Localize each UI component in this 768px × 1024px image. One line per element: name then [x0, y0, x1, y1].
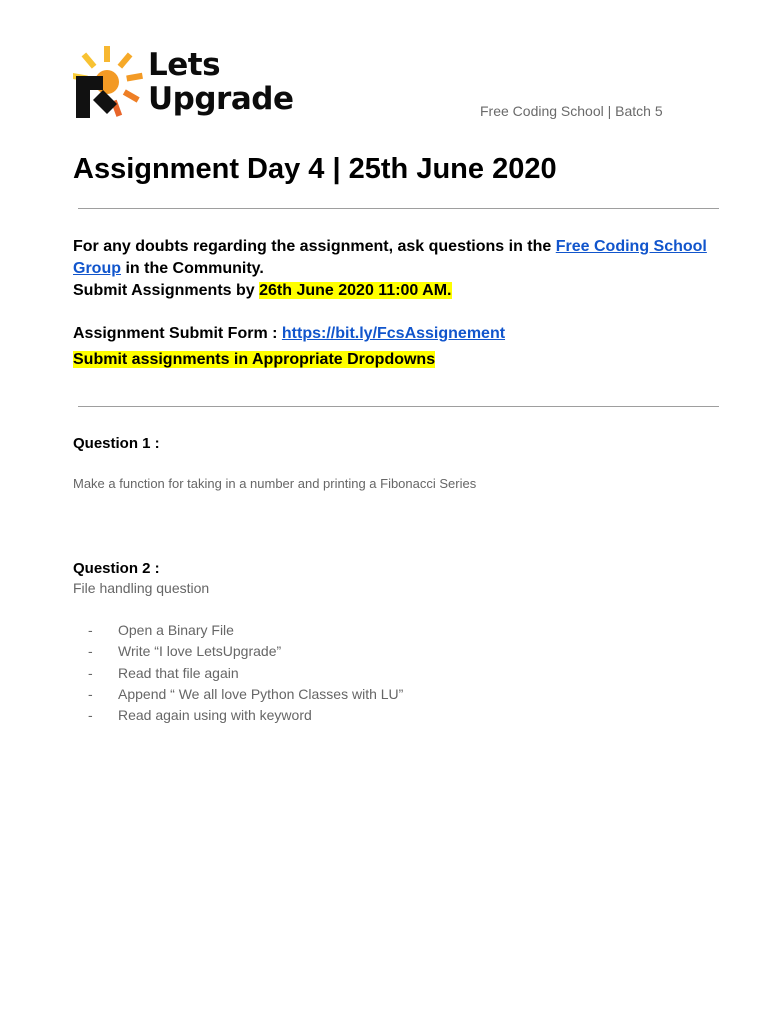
question-1-title: Question 1 :: [73, 435, 160, 452]
list-item: - Write “I love LetsUpgrade”: [88, 643, 282, 660]
question-1-text: Make a function for taking in a number and printing a Fibonacci Series: [73, 476, 477, 491]
batch-label: Free Coding School | Batch 5: [480, 103, 663, 119]
logo-wordmark: [148, 48, 293, 116]
deadline-paragraph: [73, 280, 723, 302]
letsupgrade-logo: [73, 46, 293, 120]
question-2-text: File handling question: [73, 580, 210, 596]
page-title: Assignment Day 4 | 25th June 2020: [73, 153, 557, 185]
logo-text-lets: Lets: [148, 47, 221, 83]
list-item: - Read that file again: [88, 664, 239, 681]
submit-form-label: Assignment Submit Form :: [73, 325, 282, 342]
dropdown-note: Submit assignments in Appropriate Dropdowns: [73, 351, 436, 368]
free-coding-school-group-link[interactable]: Free Coding School Group: [73, 238, 707, 277]
question-2-steps: [88, 620, 403, 726]
doubts-suffix: in the Community.: [121, 260, 264, 277]
doubts-text: For any doubts regarding the assignment, ask questions in the: [73, 238, 556, 255]
list-item: - Read again using with keyword: [88, 707, 312, 724]
list-item: - Open a Binary File: [88, 622, 234, 638]
doubts-paragraph: [73, 236, 723, 280]
list-item: - Append “ We all love Python Classes with LU”: [88, 685, 404, 702]
submit-form-paragraph: [73, 323, 723, 345]
dropdown-note-paragraph: [73, 349, 723, 371]
submit-form-link[interactable]: https://bit.ly/FcsAssignement: [281, 325, 506, 342]
deadline-value: 26th June 2020 11:00 AM.: [259, 282, 452, 299]
divider-middle: [78, 406, 719, 407]
deadline-label: Submit Assignments by: [73, 282, 260, 299]
question-2-title: Question 2 :: [73, 560, 160, 577]
assignment-info: [73, 236, 723, 371]
logo-burst-icon: [73, 46, 143, 120]
logo-text-upgrade: Upgrade: [148, 81, 294, 117]
divider-top: [78, 208, 719, 209]
